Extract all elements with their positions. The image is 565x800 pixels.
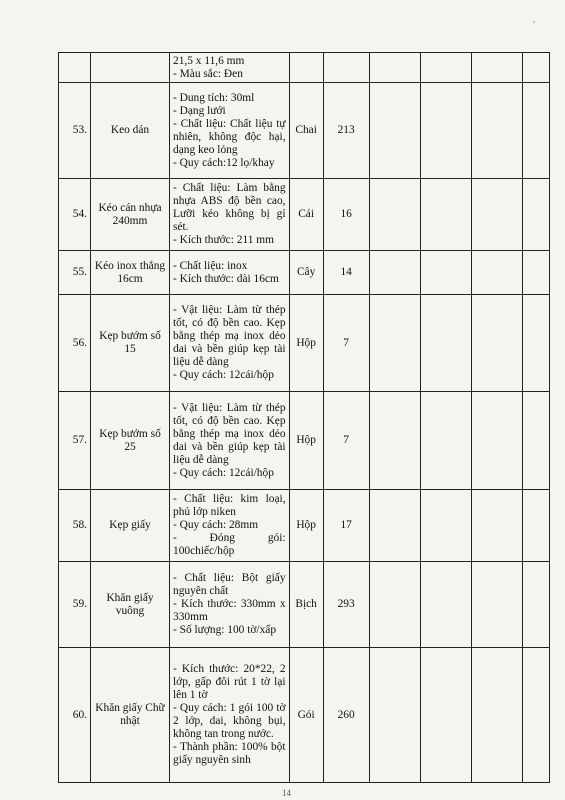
empty-cell	[369, 392, 420, 490]
spec-line: - Quy cách: 1 gói 100 tờ 2 lớp, dai, không bụi, không tan trong nước.	[173, 702, 286, 740]
empty-cell	[523, 392, 550, 490]
quantity-cell: 14	[323, 251, 369, 295]
row-number-cell: 54.	[59, 179, 91, 251]
item-spec-cell	[170, 83, 290, 179]
empty-cell	[523, 648, 550, 783]
quantity-cell: 7	[323, 295, 369, 392]
unit-cell: Chai	[289, 83, 323, 179]
empty-cell	[420, 53, 471, 83]
spec-line: - Số lượng: 100 tờ/xấp	[173, 624, 277, 636]
empty-cell	[472, 562, 523, 648]
empty-cell	[472, 648, 523, 783]
empty-cell	[523, 179, 550, 251]
item-name-cell	[91, 53, 170, 83]
spec-line: - Chất liệu: kim loại, phủ lớp niken	[173, 493, 286, 518]
table-row	[59, 392, 550, 490]
empty-cell	[472, 179, 523, 251]
page-number: 14	[282, 788, 291, 798]
item-name-cell: Khăn giấy vuông	[91, 562, 170, 648]
empty-cell	[420, 562, 471, 648]
spec-line: - Thành phần: 100% bột giấy nguyên sinh	[173, 741, 286, 766]
empty-cell	[420, 83, 471, 179]
row-number-cell: 59.	[59, 562, 91, 648]
row-number-cell: 53.	[59, 83, 91, 179]
unit-cell: Hộp	[289, 490, 323, 562]
item-name-cell: Keo dán	[91, 83, 170, 179]
spec-line: - Đóng gói: 100chiếc/hộp	[173, 532, 286, 557]
empty-cell	[523, 251, 550, 295]
empty-cell	[369, 295, 420, 392]
empty-cell	[523, 83, 550, 179]
table-row	[59, 251, 550, 295]
unit-cell: Cây	[289, 251, 323, 295]
unit-cell	[289, 53, 323, 83]
spec-line: - Quy cách: 12cái/hộp	[173, 466, 274, 479]
empty-cell	[523, 53, 550, 83]
spec-line: - Màu sắc: Đen	[173, 67, 243, 80]
unit-cell: Hộp	[289, 295, 323, 392]
spec-line: - Quy cách: 28mm	[173, 519, 259, 531]
empty-cell	[420, 179, 471, 251]
spec-line: - Kích thước: 20*22, 2 lớp, gấp đôi rút 1 tờ lại lên 1 tờ	[173, 663, 286, 701]
item-name-cell: Kẹp bướm số 25	[91, 392, 170, 490]
spec-line: - Dạng lưới	[173, 104, 226, 117]
empty-cell	[472, 53, 523, 83]
empty-cell	[472, 83, 523, 179]
unit-cell: Cái	[289, 179, 323, 251]
row-number-cell: 56.	[59, 295, 91, 392]
empty-cell	[420, 490, 471, 562]
empty-cell	[472, 490, 523, 562]
table-row	[59, 53, 550, 83]
table-row	[59, 490, 550, 562]
empty-cell	[369, 562, 420, 648]
spec-line: - Chất liệu: Làm bằng nhựa ABS độ bền cao, Lưỡi kéo không bị gỉ sét.	[173, 182, 286, 233]
item-name-cell: Khăn giấy Chữ nhật	[91, 648, 170, 783]
item-spec-cell	[170, 648, 290, 783]
row-number-cell: 58.	[59, 490, 91, 562]
quantity-cell: 260	[323, 648, 369, 783]
empty-cell	[369, 251, 420, 295]
empty-cell	[369, 179, 420, 251]
spec-line: - Kích thước: dài 16cm	[173, 272, 279, 285]
unit-cell: Bịch	[289, 562, 323, 648]
empty-cell	[472, 251, 523, 295]
empty-cell	[523, 490, 550, 562]
table-row	[59, 179, 550, 251]
empty-cell	[472, 392, 523, 490]
empty-cell	[472, 295, 523, 392]
quantity-cell: 17	[323, 490, 369, 562]
spec-line: - Kích thước: 211 mm	[173, 234, 274, 246]
row-number-cell	[59, 53, 91, 83]
spec-line: 21,5 x 11,6 mm	[173, 54, 245, 67]
unit-cell: Gói	[289, 648, 323, 783]
item-name-cell: Kẹp giấy	[91, 490, 170, 562]
quantity-cell	[323, 53, 369, 83]
table-row	[59, 295, 550, 392]
quantity-cell: 16	[323, 179, 369, 251]
item-spec-cell	[170, 53, 290, 83]
empty-cell	[369, 648, 420, 783]
spec-line: - Chất liệu: inox	[173, 259, 248, 272]
item-name-cell: Kéo inox thẳng 16cm	[91, 251, 170, 295]
table-row	[59, 83, 550, 179]
spec-line: - Kích thước: 330mm x 330mm	[173, 598, 286, 623]
empty-cell	[369, 53, 420, 83]
spec-line: - Quy cách:12 lọ/khay	[173, 156, 275, 169]
empty-cell	[420, 648, 471, 783]
item-spec-cell	[170, 490, 290, 562]
unit-cell: Hộp	[289, 392, 323, 490]
item-name-cell: Kẹp bướm số 15	[91, 295, 170, 392]
row-number-cell: 55.	[59, 251, 91, 295]
item-spec-cell	[170, 392, 290, 490]
row-number-cell: 57.	[59, 392, 91, 490]
quantity-cell: 213	[323, 83, 369, 179]
spec-line: - Chất liệu: Chất liệu tự nhiên, không độc hại, dạng keo lỏng	[173, 117, 286, 156]
item-spec-cell	[170, 179, 290, 251]
empty-cell	[523, 295, 550, 392]
empty-cell	[369, 490, 420, 562]
quantity-cell: 7	[323, 392, 369, 490]
quantity-cell: 293	[323, 562, 369, 648]
empty-cell	[369, 83, 420, 179]
table-body	[59, 53, 550, 783]
empty-cell	[420, 251, 471, 295]
item-spec-cell	[170, 295, 290, 392]
item-spec-cell	[170, 251, 290, 295]
product-spec-table	[58, 52, 550, 783]
empty-cell	[420, 392, 471, 490]
table-row	[59, 562, 550, 648]
spec-line: - Vật liệu: Làm từ thép tốt, có độ bền cao. Kẹp bằng thép mạ inox dẻo dai và bền giúp kẹp tài liệu dễ dàng	[173, 401, 286, 466]
spec-line: - Dung tích: 30ml	[173, 91, 255, 104]
spec-line: - Vật liệu: Làm từ thép tốt, có độ bền cao. Kẹp bằng thép mạ inox dẻo dai và bền giúp kẹp tài liệu dễ dàng	[173, 304, 286, 368]
table-row	[59, 648, 550, 783]
spec-line: - Chất liệu: Bột giấy nguyên chất	[173, 572, 286, 597]
empty-cell	[523, 562, 550, 648]
spec-line: - Quy cách: 12cái/hộp	[173, 369, 274, 381]
item-spec-cell	[170, 562, 290, 648]
row-number-cell: 60.	[59, 648, 91, 783]
item-name-cell: Kéo cán nhựa 240mm	[91, 179, 170, 251]
empty-cell	[420, 295, 471, 392]
page-corner-mark: '	[533, 20, 541, 31]
